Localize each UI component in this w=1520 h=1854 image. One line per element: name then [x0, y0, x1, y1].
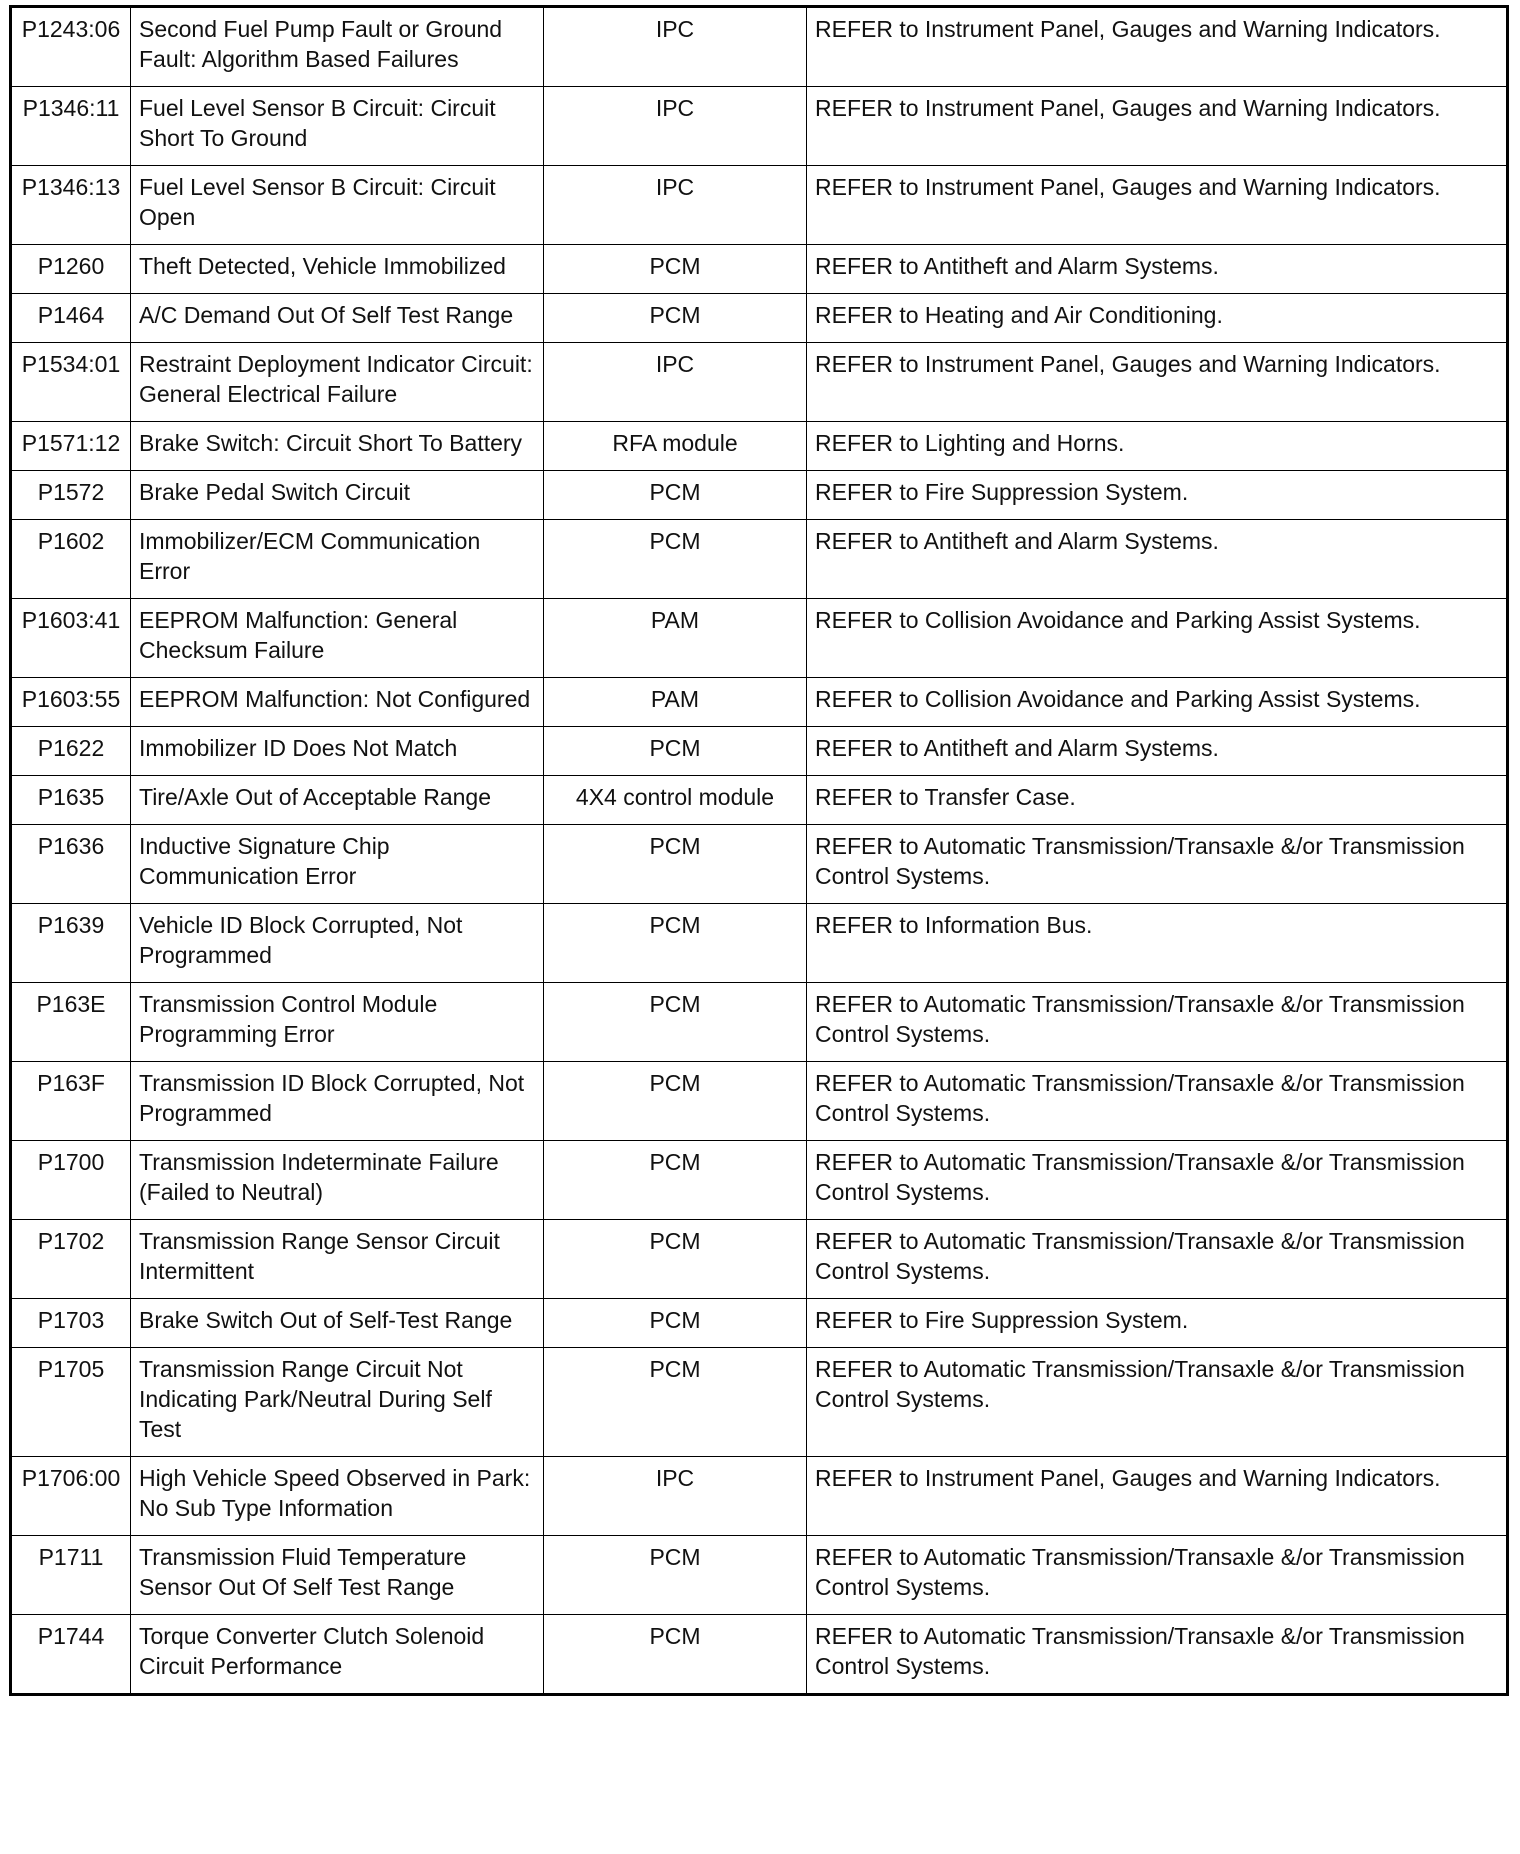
- table-row: [11, 599, 1508, 678]
- module-cell: PCM: [544, 904, 807, 983]
- module-cell: PCM: [544, 1062, 807, 1141]
- table-row: [11, 904, 1508, 983]
- action-cell: REFER to Instrument Panel, Gauges and Warning Indicators.: [807, 343, 1508, 422]
- action-cell: REFER to Automatic Transmission/Transaxle &/or Transmission Control Systems.: [807, 1141, 1508, 1220]
- dtc-code-cell: P1571:12: [11, 422, 131, 471]
- table-row: [11, 87, 1508, 166]
- table-row: [11, 1348, 1508, 1457]
- dtc-code-cell: P1243:06: [11, 7, 131, 87]
- module-cell: IPC: [544, 87, 807, 166]
- dtc-code-cell: P1711: [11, 1536, 131, 1615]
- table-row: [11, 776, 1508, 825]
- module-cell: PAM: [544, 599, 807, 678]
- table-row: [11, 1457, 1508, 1536]
- action-cell: REFER to Automatic Transmission/Transaxle &/or Transmission Control Systems.: [807, 1220, 1508, 1299]
- module-cell: PCM: [544, 1220, 807, 1299]
- dtc-code-cell: P163E: [11, 983, 131, 1062]
- description-cell: Transmission Fluid Temperature Sensor Out Of Self Test Range: [131, 1536, 544, 1615]
- description-cell: Immobilizer/ECM Communication Error: [131, 520, 544, 599]
- description-cell: EEPROM Malfunction: Not Configured: [131, 678, 544, 727]
- dtc-table: [9, 5, 1509, 1696]
- description-cell: Immobilizer ID Does Not Match: [131, 727, 544, 776]
- description-cell: Vehicle ID Block Corrupted, Not Programmed: [131, 904, 544, 983]
- description-cell: Brake Pedal Switch Circuit: [131, 471, 544, 520]
- module-cell: PCM: [544, 1615, 807, 1695]
- dtc-code-cell: P1706:00: [11, 1457, 131, 1536]
- table-row: [11, 1615, 1508, 1695]
- module-cell: PCM: [544, 727, 807, 776]
- table-row: [11, 983, 1508, 1062]
- action-cell: REFER to Automatic Transmission/Transaxle &/or Transmission Control Systems.: [807, 825, 1508, 904]
- module-cell: PCM: [544, 245, 807, 294]
- module-cell: PCM: [544, 983, 807, 1062]
- description-cell: Transmission Range Sensor Circuit Intermittent: [131, 1220, 544, 1299]
- table-row: [11, 7, 1508, 87]
- action-cell: REFER to Instrument Panel, Gauges and Warning Indicators.: [807, 7, 1508, 87]
- dtc-code-cell: P1534:01: [11, 343, 131, 422]
- table-row: [11, 1536, 1508, 1615]
- table-row: [11, 245, 1508, 294]
- action-cell: REFER to Automatic Transmission/Transaxle &/or Transmission Control Systems.: [807, 1615, 1508, 1695]
- module-cell: 4X4 control module: [544, 776, 807, 825]
- dtc-code-cell: P1639: [11, 904, 131, 983]
- description-cell: Fuel Level Sensor B Circuit: Circuit Short To Ground: [131, 87, 544, 166]
- dtc-code-cell: P1636: [11, 825, 131, 904]
- dtc-code-cell: P1603:55: [11, 678, 131, 727]
- dtc-code-cell: P1744: [11, 1615, 131, 1695]
- table-row: [11, 1299, 1508, 1348]
- table-row: [11, 166, 1508, 245]
- action-cell: REFER to Antitheft and Alarm Systems.: [807, 727, 1508, 776]
- dtc-code-cell: P1705: [11, 1348, 131, 1457]
- action-cell: REFER to Instrument Panel, Gauges and Warning Indicators.: [807, 166, 1508, 245]
- dtc-code-cell: P163F: [11, 1062, 131, 1141]
- table-row: [11, 422, 1508, 471]
- action-cell: REFER to Collision Avoidance and Parking Assist Systems.: [807, 599, 1508, 678]
- dtc-code-cell: P1346:11: [11, 87, 131, 166]
- action-cell: REFER to Collision Avoidance and Parking Assist Systems.: [807, 678, 1508, 727]
- description-cell: Tire/Axle Out of Acceptable Range: [131, 776, 544, 825]
- action-cell: REFER to Instrument Panel, Gauges and Warning Indicators.: [807, 1457, 1508, 1536]
- module-cell: IPC: [544, 166, 807, 245]
- description-cell: Inductive Signature Chip Communication Error: [131, 825, 544, 904]
- dtc-code-cell: P1602: [11, 520, 131, 599]
- action-cell: REFER to Antitheft and Alarm Systems.: [807, 520, 1508, 599]
- description-cell: Brake Switch Out of Self-Test Range: [131, 1299, 544, 1348]
- description-cell: EEPROM Malfunction: General Checksum Failure: [131, 599, 544, 678]
- description-cell: Transmission Control Module Programming Error: [131, 983, 544, 1062]
- dtc-table-body: [11, 7, 1508, 1695]
- action-cell: REFER to Automatic Transmission/Transaxle &/or Transmission Control Systems.: [807, 1062, 1508, 1141]
- module-cell: PCM: [544, 1141, 807, 1220]
- table-row: [11, 343, 1508, 422]
- action-cell: REFER to Fire Suppression System.: [807, 471, 1508, 520]
- action-cell: REFER to Heating and Air Conditioning.: [807, 294, 1508, 343]
- table-row: [11, 1141, 1508, 1220]
- module-cell: IPC: [544, 7, 807, 87]
- table-row: [11, 520, 1508, 599]
- description-cell: Transmission Indeterminate Failure (Failed to Neutral): [131, 1141, 544, 1220]
- module-cell: PCM: [544, 825, 807, 904]
- dtc-code-cell: P1346:13: [11, 166, 131, 245]
- description-cell: Fuel Level Sensor B Circuit: Circuit Open: [131, 166, 544, 245]
- description-cell: Theft Detected, Vehicle Immobilized: [131, 245, 544, 294]
- action-cell: REFER to Automatic Transmission/Transaxle &/or Transmission Control Systems.: [807, 1348, 1508, 1457]
- table-row: [11, 825, 1508, 904]
- module-cell: PAM: [544, 678, 807, 727]
- action-cell: REFER to Information Bus.: [807, 904, 1508, 983]
- dtc-code-cell: P1260: [11, 245, 131, 294]
- action-cell: REFER to Lighting and Horns.: [807, 422, 1508, 471]
- action-cell: REFER to Instrument Panel, Gauges and Warning Indicators.: [807, 87, 1508, 166]
- description-cell: A/C Demand Out Of Self Test Range: [131, 294, 544, 343]
- dtc-code-cell: P1702: [11, 1220, 131, 1299]
- module-cell: PCM: [544, 520, 807, 599]
- action-cell: REFER to Automatic Transmission/Transaxle &/or Transmission Control Systems.: [807, 1536, 1508, 1615]
- module-cell: PCM: [544, 1348, 807, 1457]
- dtc-code-cell: P1703: [11, 1299, 131, 1348]
- module-cell: IPC: [544, 1457, 807, 1536]
- table-row: [11, 1220, 1508, 1299]
- description-cell: Transmission ID Block Corrupted, Not Programmed: [131, 1062, 544, 1141]
- module-cell: PCM: [544, 294, 807, 343]
- dtc-code-cell: P1635: [11, 776, 131, 825]
- module-cell: RFA module: [544, 422, 807, 471]
- module-cell: PCM: [544, 1299, 807, 1348]
- dtc-code-cell: P1622: [11, 727, 131, 776]
- table-row: [11, 727, 1508, 776]
- module-cell: PCM: [544, 471, 807, 520]
- description-cell: Transmission Range Circuit Not Indicating Park/Neutral During Self Test: [131, 1348, 544, 1457]
- description-cell: Brake Switch: Circuit Short To Battery: [131, 422, 544, 471]
- action-cell: REFER to Automatic Transmission/Transaxle &/or Transmission Control Systems.: [807, 983, 1508, 1062]
- dtc-code-cell: P1572: [11, 471, 131, 520]
- table-row: [11, 294, 1508, 343]
- dtc-code-cell: P1603:41: [11, 599, 131, 678]
- dtc-code-cell: P1464: [11, 294, 131, 343]
- dtc-code-cell: P1700: [11, 1141, 131, 1220]
- action-cell: REFER to Transfer Case.: [807, 776, 1508, 825]
- action-cell: REFER to Fire Suppression System.: [807, 1299, 1508, 1348]
- table-row: [11, 471, 1508, 520]
- table-row: [11, 1062, 1508, 1141]
- description-cell: Torque Converter Clutch Solenoid Circuit Performance: [131, 1615, 544, 1695]
- description-cell: High Vehicle Speed Observed in Park: No Sub Type Information: [131, 1457, 544, 1536]
- description-cell: Restraint Deployment Indicator Circuit: General Electrical Failure: [131, 343, 544, 422]
- module-cell: PCM: [544, 1536, 807, 1615]
- table-row: [11, 678, 1508, 727]
- action-cell: REFER to Antitheft and Alarm Systems.: [807, 245, 1508, 294]
- description-cell: Second Fuel Pump Fault or Ground Fault: Algorithm Based Failures: [131, 7, 544, 87]
- module-cell: IPC: [544, 343, 807, 422]
